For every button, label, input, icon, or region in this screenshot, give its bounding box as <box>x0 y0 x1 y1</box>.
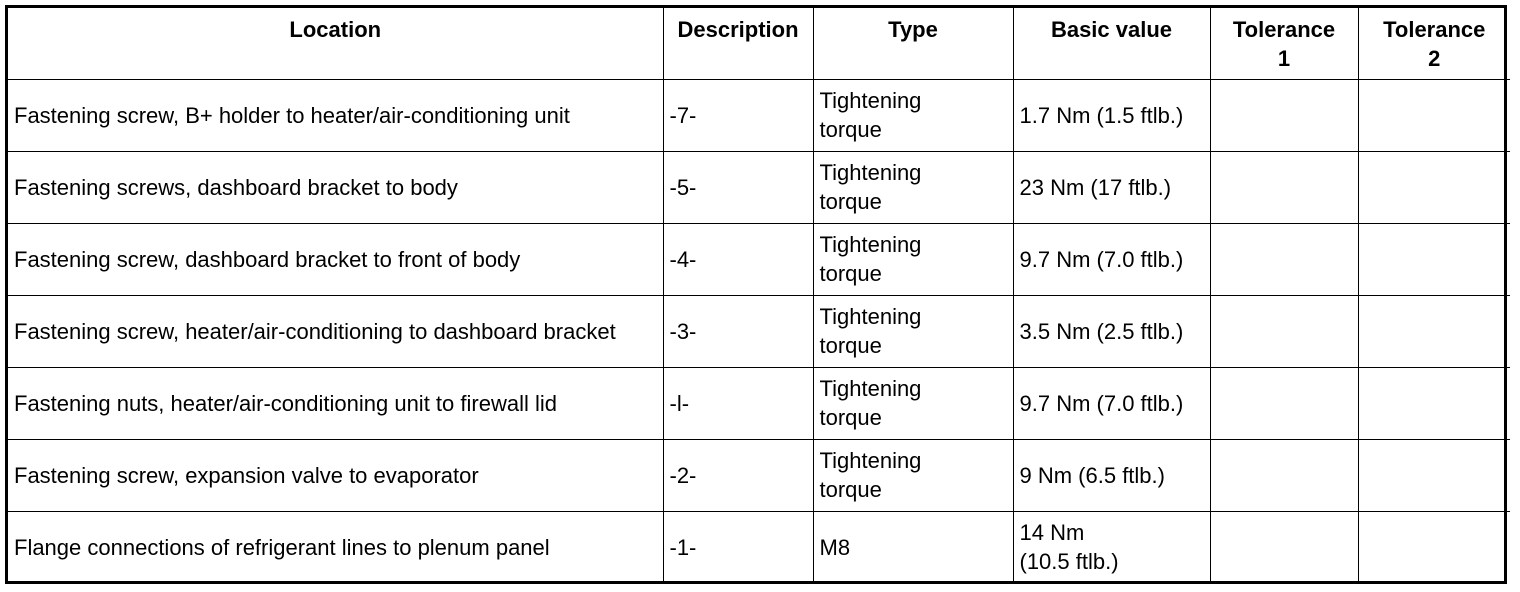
cell-type-line1: Tightening <box>819 160 922 185</box>
cell-location: Fastening screw, B+ holder to heater/air-conditioning unit <box>8 79 663 151</box>
cell-basic-value: 1.7 Nm (1.5 ftlb.) <box>1013 79 1210 151</box>
cell-type-line1: Tightening <box>819 88 922 113</box>
cell-tolerance-2 <box>1358 295 1510 367</box>
cell-tolerance-1 <box>1210 439 1358 511</box>
cell-type-line1: Tightening <box>819 304 922 329</box>
table-header-row <box>8 8 1510 79</box>
cell-tolerance-2 <box>1358 151 1510 223</box>
cell-tolerance-2 <box>1358 367 1510 439</box>
cell-location: Fastening screw, dashboard bracket to front of body <box>8 223 663 295</box>
torque-spec-table <box>8 8 1510 583</box>
cell-tolerance-1 <box>1210 295 1358 367</box>
cell-basic-value: 9 Nm (6.5 ftlb.) <box>1013 439 1210 511</box>
cell-type-line1: Tightening <box>819 376 922 401</box>
cell-location: Fastening nuts, heater/air-conditioning unit to firewall lid <box>8 367 663 439</box>
cell-type-line1: M8 <box>819 534 851 560</box>
cell-location: Fastening screws, dashboard bracket to body <box>8 151 663 223</box>
header-tolerance-1-number: 1 <box>1277 46 1291 71</box>
cell-description: -1- <box>663 511 813 583</box>
cell-tolerance-2 <box>1358 223 1510 295</box>
header-description: Description <box>663 8 813 79</box>
cell-tolerance-2 <box>1358 511 1510 583</box>
cell-type-line1: Tightening <box>819 448 922 473</box>
cell-location: Fastening screw, heater/air-conditioning to dashboard bracket <box>8 295 663 367</box>
table-row <box>8 223 1510 295</box>
cell-basic-value: 9.7 Nm (7.0 ftlb.) <box>1013 223 1210 295</box>
header-type: Type <box>813 8 1013 79</box>
cell-tolerance-2 <box>1358 439 1510 511</box>
cell-type-line2: torque <box>819 117 882 142</box>
cell-basic-value-line1: 14 Nm <box>1019 520 1085 546</box>
table-row <box>8 367 1510 439</box>
cell-location: Fastening screw, expansion valve to evaporator <box>8 439 663 511</box>
cell-type-line2: torque <box>819 189 882 214</box>
cell-type-line2: torque <box>819 261 882 286</box>
cell-type <box>813 223 1013 295</box>
cell-tolerance-2 <box>1358 79 1510 151</box>
table-row <box>8 151 1510 223</box>
table-row <box>8 511 1510 583</box>
header-tolerance-2 <box>1358 8 1510 79</box>
cell-type <box>813 151 1013 223</box>
cell-basic-value-line2: (10.5 ftlb.) <box>1019 549 1119 575</box>
header-tolerance-1-word: Tolerance <box>1232 17 1336 42</box>
cell-description: -7- <box>663 79 813 151</box>
table-row <box>8 295 1510 367</box>
cell-description: -3- <box>663 295 813 367</box>
header-tolerance-2-word: Tolerance <box>1383 17 1486 42</box>
cell-type-line2: torque <box>819 405 882 430</box>
header-location: Location <box>8 8 663 79</box>
table-row <box>8 79 1510 151</box>
cell-description: -l- <box>663 367 813 439</box>
torque-spec-table-frame <box>5 5 1507 584</box>
cell-description: -2- <box>663 439 813 511</box>
cell-basic-value: 3.5 Nm (2.5 ftlb.) <box>1013 295 1210 367</box>
cell-tolerance-1 <box>1210 151 1358 223</box>
cell-type <box>813 295 1013 367</box>
cell-type <box>813 511 1013 583</box>
cell-type-line1: Tightening <box>819 232 922 257</box>
header-tolerance-2-number: 2 <box>1428 46 1441 71</box>
cell-tolerance-1 <box>1210 223 1358 295</box>
cell-tolerance-1 <box>1210 367 1358 439</box>
header-tolerance-1 <box>1210 8 1358 79</box>
cell-tolerance-1 <box>1210 79 1358 151</box>
header-basic-value: Basic value <box>1013 8 1210 79</box>
cell-description: -5- <box>663 151 813 223</box>
cell-basic-value: 9.7 Nm (7.0 ftlb.) <box>1013 367 1210 439</box>
cell-basic-value: 23 Nm (17 ftlb.) <box>1013 151 1210 223</box>
cell-basic-value <box>1013 511 1210 583</box>
cell-description: -4- <box>663 223 813 295</box>
cell-type-line2: torque <box>819 333 882 358</box>
cell-type <box>813 79 1013 151</box>
cell-type <box>813 439 1013 511</box>
table-row <box>8 439 1510 511</box>
cell-type <box>813 367 1013 439</box>
cell-tolerance-1 <box>1210 511 1358 583</box>
cell-type-line2: torque <box>819 477 882 502</box>
cell-location: Flange connections of refrigerant lines to plenum panel <box>8 511 663 583</box>
